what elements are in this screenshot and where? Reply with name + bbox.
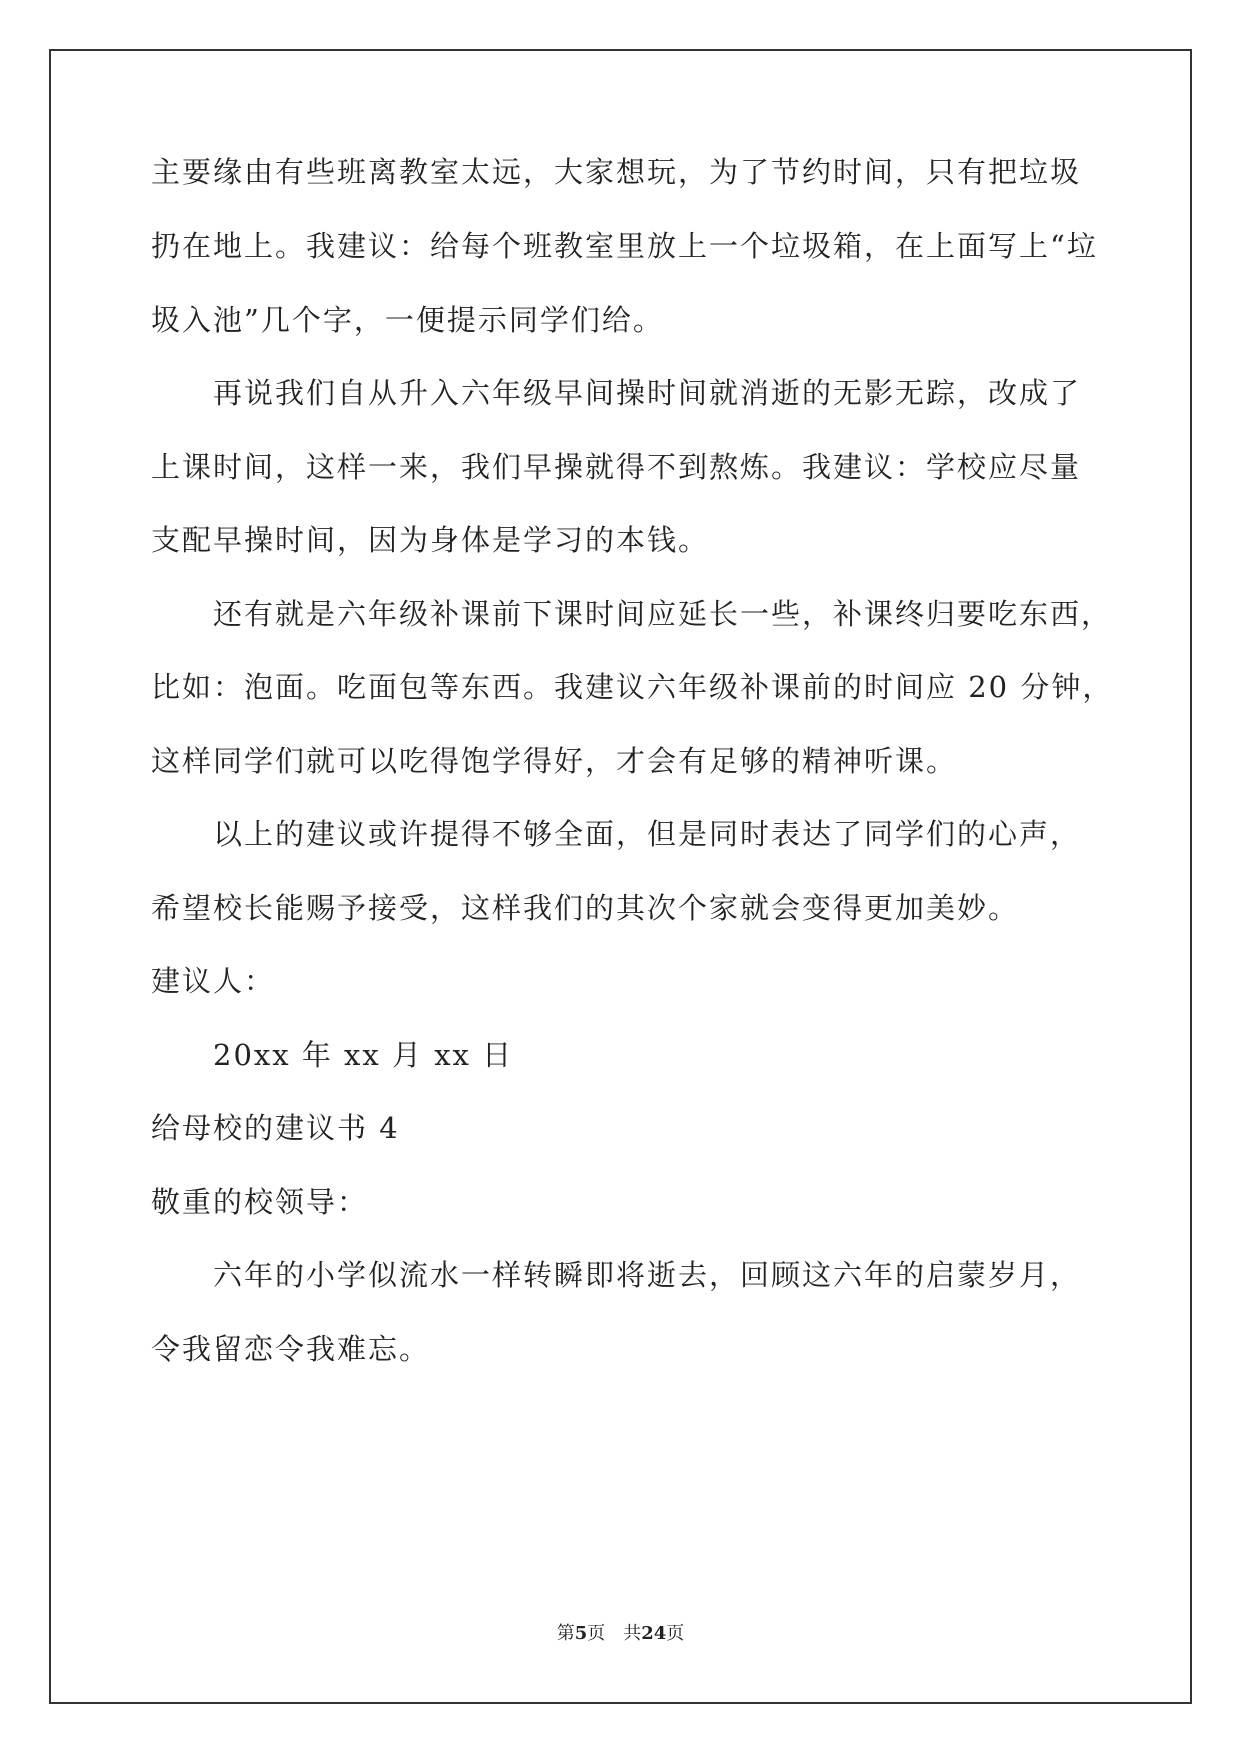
text-line: 主要缘由有些班离教室太远，大家想玩，为了节约时间，只有把垃圾 [151,155,1082,189]
paragraph-start: 还有就是六年级补课前下课时间应延长一些，补课终归要吃东西， [213,597,1113,631]
page-border [49,49,1192,1704]
total-page-count: 24 [641,1623,667,1644]
salutation: 敬重的校领导： [151,1185,369,1219]
section-title: 给母校的建议书 4 [151,1111,400,1145]
footer-prefix: 第 [556,1623,575,1644]
current-page-number: 5 [574,1623,588,1644]
footer-mid: 页 共 [587,1623,642,1644]
text-line: 扔在地上。我建议：给每个班教室里放上一个垃圾箱，在上面写上“垃 [151,229,1098,263]
signature-label: 建议人： [151,964,276,998]
text-line: 支配早操时间，因为身体是学习的本钱。 [151,523,710,557]
paragraph-start: 六年的小学似流水一样转瞬即将逝去，回顾这六年的启蒙岁月， [213,1258,1082,1292]
text-line: 希望校长能赐予接受，这样我们的其次个家就会变得更加美妙。 [151,891,1020,925]
paragraph-start: 再说我们自从升入六年级早间操时间就消逝的无影无踪，改成了 [213,376,1082,410]
page-footer [0,1622,1241,1646]
text-line: 圾入池”几个字，一便提示同学们给。 [151,303,664,337]
text-line: 比如：泡面。吃面包等东西。我建议六年级补课前的时间应 20 分钟， [151,670,1114,704]
text-line: 这样同学们就可以吃得饱学得好，才会有足够的精神听课。 [151,744,958,778]
text-line: 令我留恋令我难忘。 [151,1332,431,1366]
text-line: 上课时间，这样一来，我们早操就得不到熬炼。我建议：学校应尽量 [151,450,1082,484]
footer-suffix: 页 [666,1623,685,1644]
paragraph-start: 以上的建议或许提得不够全面，但是同时表达了同学们的心声， [213,817,1082,851]
date-line: 20xx 年 xx 月 xx 日 [213,1038,514,1072]
